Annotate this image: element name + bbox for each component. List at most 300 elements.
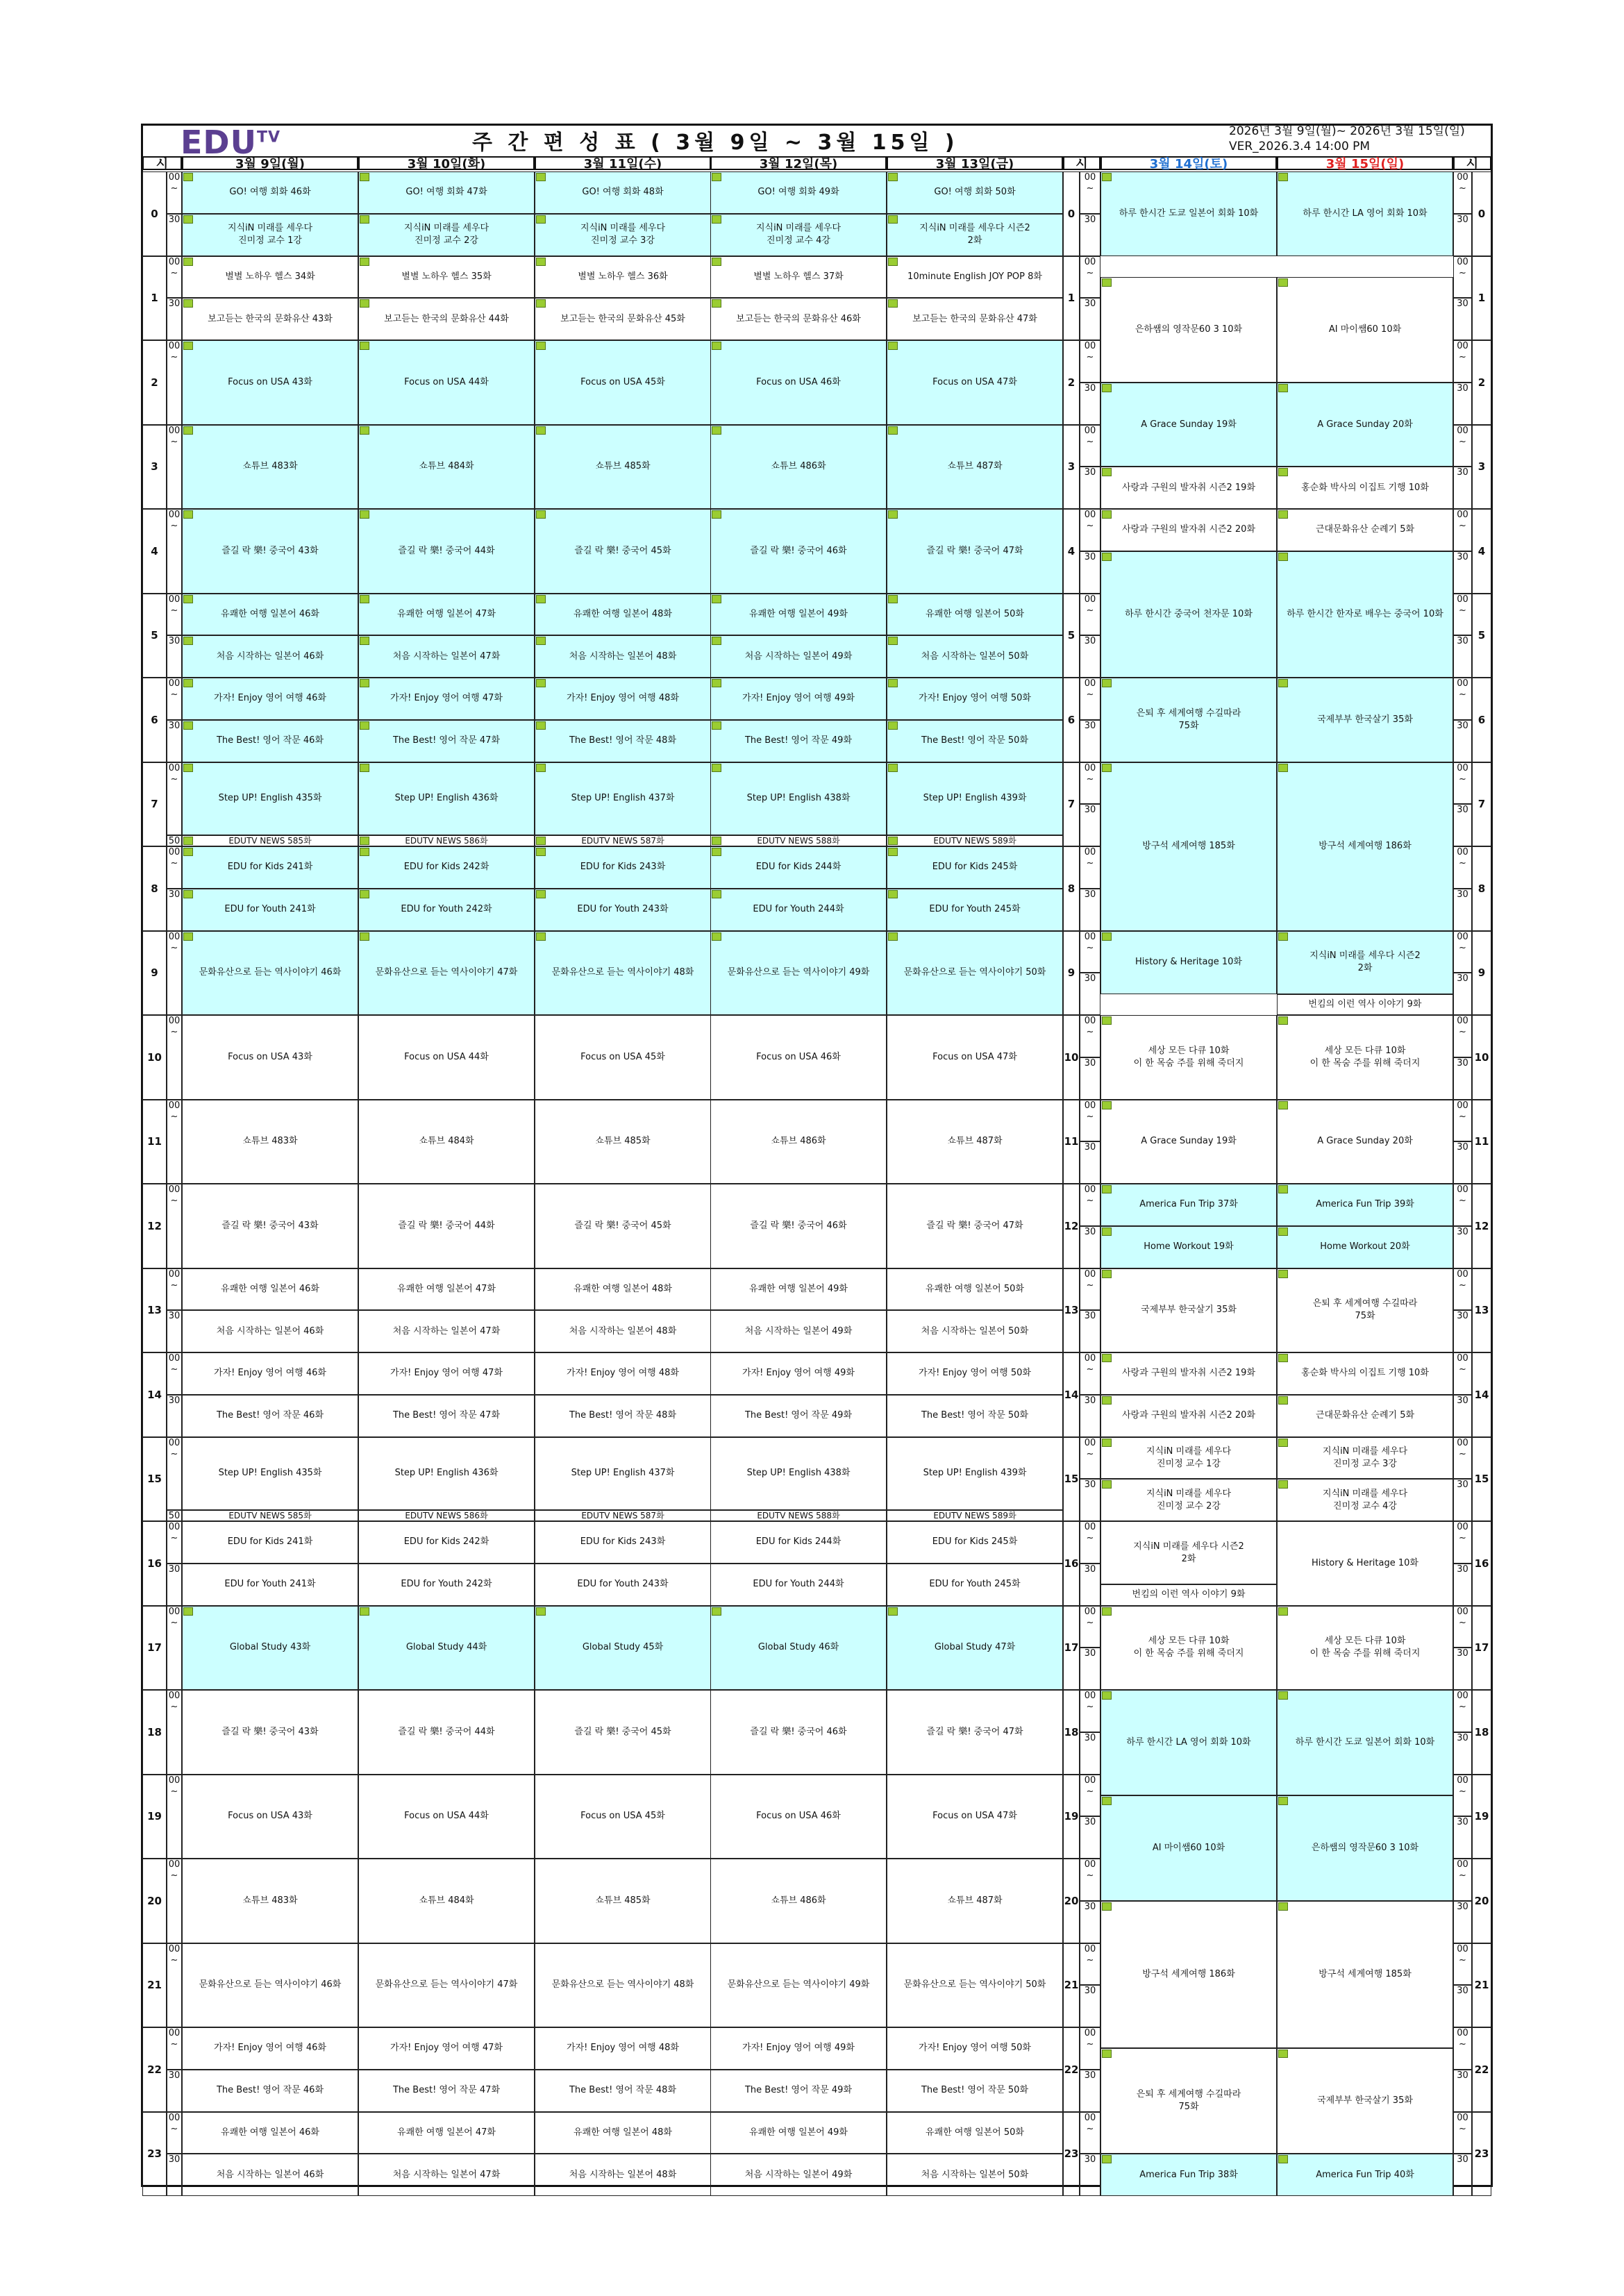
- program-cell[interactable]: The Best! 영어 작문 49화: [710, 1395, 887, 1437]
- hour-label-right-1: 1: [1472, 256, 1491, 341]
- program-cell[interactable]: Focus on USA 46화: [710, 1015, 887, 1100]
- program-cell[interactable]: 문화유산으로 듣는 역사이야기 46화: [182, 1943, 358, 2028]
- program-cell[interactable]: 쇼튜브 486화: [710, 425, 887, 510]
- edutv-logo: $EDU^{TV}$: [181, 124, 281, 161]
- program-cell[interactable]: 쇼튜브 484화: [358, 1100, 535, 1184]
- program-cell[interactable]: EDU for Kids 241화: [182, 846, 358, 889]
- program-cell[interactable]: 처음 시작하는 일본어 48화: [535, 635, 711, 678]
- hour-label-mid-7: 7: [1063, 762, 1080, 847]
- program-cell[interactable]: 처음 시작하는 일본어 46화: [182, 2154, 358, 2196]
- program-cell[interactable]: 문화유산으로 듣는 역사이야기 50화: [887, 1943, 1063, 2028]
- sun-program-cell[interactable]: A Grace Sunday 20화: [1277, 1100, 1453, 1184]
- sat-program-cell[interactable]: 하루 한시간 중국어 천자문 10화: [1100, 551, 1277, 678]
- sun-program-cell[interactable]: 지식iN 미래를 세우다 진미정 교수 3강: [1277, 1437, 1453, 1480]
- sat-program-cell[interactable]: 은하쌤의 영작문60 3 10화: [1100, 277, 1277, 383]
- sat-program-cell[interactable]: 은퇴 후 세계여행 수길따라 75화: [1100, 678, 1277, 762]
- program-cell[interactable]: The Best! 영어 작문 47화: [358, 720, 535, 762]
- program-cell[interactable]: EDU for Youth 244화: [710, 889, 887, 931]
- program-cell[interactable]: GO! 여행 회화 46화: [182, 171, 358, 214]
- sat-program-cell[interactable]: 하루 한시간 도쿄 일본어 회화 10화: [1100, 171, 1277, 256]
- program-cell[interactable]: Global Study 43화: [182, 1606, 358, 1691]
- program-cell[interactable]: 처음 시작하는 일본어 47화: [358, 1310, 535, 1352]
- program-cell[interactable]: 유쾌한 여행 일본어 47화: [358, 1268, 535, 1311]
- hour-label-10: 10: [142, 1015, 167, 1100]
- program-cell[interactable]: 유쾌한 여행 일본어 48화: [535, 1268, 711, 1311]
- program-cell[interactable]: GO! 여행 회화 48화: [535, 171, 711, 214]
- sat-program-cell[interactable]: 하루 한시간 LA 영어 회화 10화: [1100, 1690, 1277, 1795]
- hour-label-15: 15: [142, 1437, 167, 1522]
- program-cell[interactable]: 처음 시작하는 일본어 46화: [182, 635, 358, 678]
- program-cell[interactable]: 문화유산으로 듣는 역사이야기 49화: [710, 931, 887, 1016]
- program-cell[interactable]: EDUTV NEWS 585화: [182, 835, 358, 846]
- sat-program-cell[interactable]: A Grace Sunday 19화: [1100, 1100, 1277, 1184]
- sun-program-cell[interactable]: 방구석 세계여행 186화: [1277, 762, 1453, 931]
- program-cell[interactable]: 가자! Enjoy 영어 여행 50화: [887, 2027, 1063, 2070]
- sun-program-cell[interactable]: 은하쌤의 영작문60 3 10화: [1277, 1795, 1453, 1901]
- program-cell[interactable]: 가자! Enjoy 영어 여행 46화: [182, 2027, 358, 2070]
- program-cell[interactable]: Focus on USA 43화: [182, 1015, 358, 1100]
- sat-program-cell[interactable]: 사랑과 구원의 발자취 시즌2 20화: [1100, 1395, 1277, 1437]
- green-flag-icon: [888, 173, 898, 181]
- program-cell[interactable]: EDU for Kids 244화: [710, 1521, 887, 1564]
- program-cell[interactable]: 쇼튜브 483화: [182, 1100, 358, 1184]
- program-cell[interactable]: 처음 시작하는 일본어 50화: [887, 1310, 1063, 1352]
- program-cell[interactable]: 가자! Enjoy 영어 여행 49화: [710, 1352, 887, 1395]
- program-cell[interactable]: Step UP! English 438화: [710, 762, 887, 836]
- program-cell[interactable]: 보고듣는 한국의 문화유산 44화: [358, 298, 535, 340]
- hour-label-right-22: 22: [1472, 2027, 1491, 2112]
- program-cell[interactable]: 별별 노하우 헬스 34화: [182, 256, 358, 299]
- program-cell[interactable]: 처음 시작하는 일본어 50화: [887, 635, 1063, 678]
- sun-program-cell[interactable]: 하루 한시간 도쿄 일본어 회화 10화: [1277, 1690, 1453, 1795]
- hour-label-17: 17: [142, 1606, 167, 1691]
- program-cell[interactable]: The Best! 영어 작문 47화: [358, 2070, 535, 2112]
- green-flag-icon: [360, 1607, 369, 1616]
- program-cell[interactable]: 문화유산으로 듣는 역사이야기 46화: [182, 931, 358, 1016]
- program-cell[interactable]: 쇼튜브 483화: [182, 425, 358, 510]
- minute-mark: 00 ~: [1080, 762, 1100, 805]
- program-cell[interactable]: GO! 여행 회화 47화: [358, 171, 535, 214]
- program-cell[interactable]: 처음 시작하는 일본어 49화: [710, 2154, 887, 2196]
- sat-program-cell[interactable]: 세상 모든 다큐 10화 이 한 목숨 주를 위해 죽더지: [1100, 1015, 1277, 1100]
- sat-program-cell[interactable]: 은퇴 후 세계여행 수길따라 75화: [1100, 2048, 1277, 2154]
- program-cell[interactable]: EDUTV NEWS 585화: [182, 1510, 358, 1521]
- sun-program-cell[interactable]: 홍순화 박사의 이집트 기행 10화: [1277, 467, 1453, 509]
- program-cell[interactable]: 가자! Enjoy 영어 여행 50화: [887, 678, 1063, 720]
- minute-mark: 30: [167, 635, 182, 678]
- program-cell[interactable]: The Best! 영어 작문 48화: [535, 1395, 711, 1437]
- program-cell[interactable]: Global Study 47화: [887, 1606, 1063, 1691]
- minute-mark: 00 ~: [167, 678, 182, 720]
- program-cell[interactable]: 가자! Enjoy 영어 여행 47화: [358, 2027, 535, 2070]
- minute-mark: 00 ~: [1453, 1015, 1472, 1057]
- minute-mark: 00 ~: [1453, 931, 1472, 973]
- sat-program-cell[interactable]: 지식iN 미래를 세우다 진미정 교수 1강: [1100, 1437, 1277, 1480]
- program-cell[interactable]: The Best! 영어 작문 46화: [182, 1395, 358, 1437]
- sat-program-cell[interactable]: 지식iN 미래를 세우다 진미정 교수 2강: [1100, 1479, 1277, 1521]
- minute-mark: 30: [1453, 1816, 1472, 1859]
- program-cell[interactable]: 즐길 락 樂! 중국어 44화: [358, 1184, 535, 1268]
- program-cell[interactable]: EDU for Youth 241화: [182, 1564, 358, 1606]
- green-flag-icon: [536, 215, 546, 224]
- sat-program-cell[interactable]: 지식iN 미래를 세우다 시즌2 2화: [1100, 1521, 1277, 1584]
- program-cell[interactable]: 지식iN 미래를 세우다 진미정 교수 3강: [535, 214, 711, 256]
- green-flag-icon: [712, 764, 721, 772]
- green-flag-icon: [536, 637, 546, 645]
- program-cell[interactable]: EDU for Kids 245화: [887, 846, 1063, 889]
- program-cell[interactable]: 가자! Enjoy 영어 여행 50화: [887, 1352, 1063, 1395]
- program-cell[interactable]: The Best! 영어 작문 46화: [182, 2070, 358, 2112]
- sun-program-cell[interactable]: 근대문화유산 순례기 5화: [1277, 1395, 1453, 1437]
- sat-program-cell[interactable]: 방구석 세계여행 185화: [1100, 762, 1277, 931]
- green-flag-icon: [536, 764, 546, 772]
- program-cell[interactable]: EDU for Kids 241화: [182, 1521, 358, 1564]
- sun-program-cell[interactable]: America Fun Trip 39화: [1277, 1184, 1453, 1226]
- program-cell[interactable]: 쇼튜브 483화: [182, 1859, 358, 1943]
- program-cell[interactable]: EDU for Kids 243화: [535, 846, 711, 889]
- program-cell[interactable]: EDUTV NEWS 588화: [710, 1510, 887, 1521]
- sat-program-cell[interactable]: 사랑과 구원의 발자취 시즌2 20화: [1100, 509, 1277, 551]
- program-cell[interactable]: Step UP! English 438화: [710, 1437, 887, 1511]
- program-cell[interactable]: 유쾌한 여행 일본어 48화: [535, 2112, 711, 2154]
- green-flag-icon: [1102, 1270, 1112, 1278]
- program-cell[interactable]: 유쾌한 여행 일본어 50화: [887, 594, 1063, 636]
- page-title: 주 간 편 성 표 ( 3월 9일 ~ 3월 15일 ): [472, 131, 959, 155]
- sun-program-cell[interactable]: 은퇴 후 세계여행 수길따라 75화: [1277, 1268, 1453, 1353]
- program-cell[interactable]: Focus on USA 44화: [358, 1775, 535, 1859]
- green-flag-icon: [712, 890, 721, 898]
- program-cell[interactable]: 쇼튜브 485화: [535, 1100, 711, 1184]
- program-cell[interactable]: 문화유산으로 듣는 역사이야기 50화: [887, 931, 1063, 1016]
- program-cell[interactable]: Step UP! English 437화: [535, 1437, 711, 1511]
- green-flag-icon: [888, 890, 898, 898]
- program-cell[interactable]: The Best! 영어 작문 49화: [710, 2070, 887, 2112]
- program-cell[interactable]: 보고듣는 한국의 문화유산 46화: [710, 298, 887, 340]
- green-flag-icon: [888, 299, 898, 308]
- program-cell[interactable]: 쇼튜브 487화: [887, 1859, 1063, 1943]
- green-flag-icon: [888, 510, 898, 519]
- program-cell[interactable]: Step UP! English 435화: [182, 762, 358, 836]
- program-cell[interactable]: EDU for Youth 241화: [182, 889, 358, 931]
- green-flag-icon: [360, 215, 369, 224]
- program-cell[interactable]: 처음 시작하는 일본어 46화: [182, 1310, 358, 1352]
- program-cell[interactable]: EDUTV NEWS 589화: [887, 1510, 1063, 1521]
- program-cell[interactable]: 지식iN 미래를 세우다 진미정 교수 4강: [710, 214, 887, 256]
- program-cell[interactable]: 10minute English JOY POP 8화: [887, 256, 1063, 299]
- program-cell[interactable]: Step UP! English 436화: [358, 1437, 535, 1511]
- green-flag-icon: [536, 299, 546, 308]
- minute-mark: 30: [1453, 2070, 1472, 2112]
- program-cell[interactable]: 문화유산으로 듣는 역사이야기 47화: [358, 931, 535, 1016]
- program-cell[interactable]: Global Study 45화: [535, 1606, 711, 1691]
- program-cell[interactable]: 유쾌한 여행 일본어 47화: [358, 594, 535, 636]
- green-flag-icon: [183, 595, 193, 603]
- program-cell[interactable]: Global Study 46화: [710, 1606, 887, 1691]
- minute-mark: 00 ~: [167, 1437, 182, 1511]
- minute-mark: 00 ~: [1080, 171, 1100, 214]
- program-cell[interactable]: 유쾌한 여행 일본어 50화: [887, 2112, 1063, 2154]
- program-cell[interactable]: 지식iN 미래를 세우다 진미정 교수 2강: [358, 214, 535, 256]
- green-flag-icon: [360, 173, 369, 181]
- program-cell[interactable]: 즐길 락 樂! 중국어 43화: [182, 1690, 358, 1775]
- hour-label-19: 19: [142, 1775, 167, 1859]
- program-cell[interactable]: EDU for Youth 244화: [710, 1564, 887, 1606]
- program-cell[interactable]: 즐길 락 樂! 중국어 43화: [182, 509, 358, 594]
- program-cell[interactable]: 가자! Enjoy 영어 여행 48화: [535, 1352, 711, 1395]
- sat-program-cell[interactable]: 국제부부 한국살기 35화: [1100, 1268, 1277, 1353]
- program-cell[interactable]: 문화유산으로 듣는 역사이야기 49화: [710, 1943, 887, 2028]
- program-cell[interactable]: 문화유산으로 듣는 역사이야기 48화: [535, 1943, 711, 2028]
- program-cell[interactable]: Focus on USA 45화: [535, 340, 711, 425]
- green-flag-icon: [1278, 1185, 1288, 1193]
- minute-mark: 00 ~: [1453, 1606, 1472, 1648]
- program-cell[interactable]: 쇼튜브 487화: [887, 1100, 1063, 1184]
- sat-program-cell[interactable]: 사랑과 구원의 발자취 시즌2 19화: [1100, 1352, 1277, 1395]
- green-flag-icon: [888, 837, 898, 845]
- minute-mark: 30: [1080, 214, 1100, 256]
- program-cell[interactable]: 쇼튜브 486화: [710, 1859, 887, 1943]
- version-text: VER_2026.3.4 14:00 PM: [1229, 140, 1371, 153]
- program-cell[interactable]: 지식iN 미래를 세우다 진미정 교수 1강: [182, 214, 358, 256]
- program-cell[interactable]: 처음 시작하는 일본어 47화: [358, 635, 535, 678]
- sun-program-cell[interactable]: 하루 한시간 LA 영어 회화 10화: [1277, 171, 1453, 256]
- sat-program-cell[interactable]: AI 마이쌤60 10화: [1100, 1795, 1277, 1901]
- program-cell[interactable]: 쇼튜브 487화: [887, 425, 1063, 510]
- program-cell[interactable]: 유쾌한 여행 일본어 48화: [535, 594, 711, 636]
- program-cell[interactable]: 즐길 락 樂! 중국어 43화: [182, 1184, 358, 1268]
- sat-program-cell[interactable]: Home Workout 19화: [1100, 1226, 1277, 1268]
- green-flag-icon: [1102, 1797, 1112, 1805]
- program-cell[interactable]: Focus on USA 44화: [358, 340, 535, 425]
- sun-program-cell[interactable]: 방구석 세계여행 185화: [1277, 1901, 1453, 2049]
- program-cell[interactable]: 보고듣는 한국의 문화유산 47화: [887, 298, 1063, 340]
- program-cell[interactable]: 즐길 락 樂! 중국어 44화: [358, 1690, 535, 1775]
- program-cell[interactable]: 즐길 락 樂! 중국어 47화: [887, 1184, 1063, 1268]
- program-cell[interactable]: EDU for Youth 245화: [887, 1564, 1063, 1606]
- program-cell[interactable]: EDU for Kids 242화: [358, 1521, 535, 1564]
- green-flag-icon: [888, 721, 898, 730]
- program-cell[interactable]: EDU for Youth 242화: [358, 1564, 535, 1606]
- program-cell[interactable]: The Best! 영어 작문 50화: [887, 1395, 1063, 1437]
- program-cell[interactable]: Focus on USA 47화: [887, 340, 1063, 425]
- program-cell[interactable]: Focus on USA 45화: [535, 1775, 711, 1859]
- program-cell[interactable]: 처음 시작하는 일본어 49화: [710, 635, 887, 678]
- program-cell[interactable]: EDU for Kids 243화: [535, 1521, 711, 1564]
- program-cell[interactable]: EDU for Kids 245화: [887, 1521, 1063, 1564]
- minute-mark: 30: [1453, 973, 1472, 1015]
- program-cell[interactable]: 가자! Enjoy 영어 여행 46화: [182, 1352, 358, 1395]
- program-cell[interactable]: 즐길 락 樂! 중국어 46화: [710, 509, 887, 594]
- program-cell[interactable]: 가자! Enjoy 영어 여행 47화: [358, 678, 535, 720]
- program-cell[interactable]: 처음 시작하는 일본어 48화: [535, 2154, 711, 2196]
- program-cell[interactable]: Step UP! English 439화: [887, 762, 1063, 836]
- program-cell[interactable]: Step UP! English 435화: [182, 1437, 358, 1511]
- program-cell[interactable]: Focus on USA 43화: [182, 340, 358, 425]
- program-cell[interactable]: 문화유산으로 듣는 역사이야기 47화: [358, 1943, 535, 2028]
- minute-mark: 00 ~: [1080, 1437, 1100, 1480]
- program-cell[interactable]: 유쾌한 여행 일본어 46화: [182, 2112, 358, 2154]
- hour-label-20: 20: [142, 1859, 167, 1943]
- green-flag-icon: [1102, 384, 1112, 392]
- program-cell[interactable]: 가자! Enjoy 영어 여행 49화: [710, 678, 887, 720]
- program-cell[interactable]: 즐길 락 樂! 중국어 45화: [535, 1184, 711, 1268]
- program-cell[interactable]: 쇼튜브 485화: [535, 425, 711, 510]
- sun-program-cell[interactable]: 지식iN 미래를 세우다 시즌2 2화: [1277, 931, 1453, 994]
- sun-program-cell[interactable]: America Fun Trip 40화: [1277, 2154, 1453, 2196]
- program-cell[interactable]: EDU for Youth 243화: [535, 889, 711, 931]
- program-cell[interactable]: Step UP! English 439화: [887, 1437, 1063, 1511]
- sun-program-cell[interactable]: 지식iN 미래를 세우다 진미정 교수 4강: [1277, 1479, 1453, 1521]
- program-cell[interactable]: EDUTV NEWS 588화: [710, 835, 887, 846]
- program-cell[interactable]: 지식iN 미래를 세우다 시즌2 2화: [887, 214, 1063, 256]
- program-cell[interactable]: 즐길 락 樂! 중국어 47화: [887, 1690, 1063, 1775]
- minute-mark: 00 ~: [1080, 1606, 1100, 1648]
- program-cell[interactable]: 유쾌한 여행 일본어 46화: [182, 594, 358, 636]
- green-flag-icon: [1102, 510, 1112, 519]
- green-flag-icon: [712, 1607, 721, 1616]
- green-flag-icon: [712, 510, 721, 519]
- program-cell[interactable]: Focus on USA 45화: [535, 1015, 711, 1100]
- sun-program-cell[interactable]: 홍순화 박사의 이집트 기행 10화: [1277, 1352, 1453, 1395]
- program-cell[interactable]: 가자! Enjoy 영어 여행 47화: [358, 1352, 535, 1395]
- program-cell[interactable]: 유쾌한 여행 일본어 49화: [710, 2112, 887, 2154]
- hour-label-mid-8: 8: [1063, 846, 1080, 931]
- program-cell[interactable]: EDUTV NEWS 587화: [535, 835, 711, 846]
- program-cell[interactable]: 유쾌한 여행 일본어 46화: [182, 1268, 358, 1311]
- minute-mark: 00 ~: [167, 509, 182, 594]
- minute-mark: 00 ~: [1080, 2027, 1100, 2070]
- sat-program-cell[interactable]: 방구석 세계여행 186화: [1100, 1901, 1277, 2049]
- program-cell[interactable]: 별별 노하우 헬스 37화: [710, 256, 887, 299]
- program-cell[interactable]: The Best! 영어 작문 49화: [710, 720, 887, 762]
- program-cell[interactable]: EDU for Youth 243화: [535, 1564, 711, 1606]
- program-cell[interactable]: 가자! Enjoy 영어 여행 48화: [535, 2027, 711, 2070]
- program-cell[interactable]: EDUTV NEWS 586화: [358, 1510, 535, 1521]
- hour-label-right-3: 3: [1472, 425, 1491, 510]
- program-cell[interactable]: 별별 노하우 헬스 35화: [358, 256, 535, 299]
- green-flag-icon: [712, 637, 721, 645]
- sun-program-cell[interactable]: 하루 한시간 한자로 배우는 중국어 10화: [1277, 551, 1453, 678]
- sat-program-cell[interactable]: A Grace Sunday 19화: [1100, 383, 1277, 467]
- green-flag-icon: [1278, 1902, 1288, 1911]
- program-cell[interactable]: Focus on USA 47화: [887, 1775, 1063, 1859]
- program-cell[interactable]: The Best! 영어 작문 50화: [887, 720, 1063, 762]
- program-cell[interactable]: Focus on USA 47화: [887, 1015, 1063, 1100]
- minute-mark: 00 ~: [167, 1775, 182, 1859]
- sat-program-cell[interactable]: America Fun Trip 38화: [1100, 2154, 1277, 2196]
- sun-program-cell[interactable]: 번킴의 이런 역사 이야기 9화: [1277, 994, 1453, 1015]
- program-cell[interactable]: EDU for Youth 242화: [358, 889, 535, 931]
- program-cell[interactable]: EDUTV NEWS 586화: [358, 835, 535, 846]
- sun-program-cell[interactable]: History & Heritage 10화: [1277, 1521, 1453, 1606]
- sun-program-cell[interactable]: AI 마이쌤60 10화: [1277, 277, 1453, 383]
- program-cell[interactable]: Focus on USA 46화: [710, 340, 887, 425]
- program-cell[interactable]: Step UP! English 437화: [535, 762, 711, 836]
- green-flag-icon: [712, 173, 721, 181]
- program-cell[interactable]: 문화유산으로 듣는 역사이야기 48화: [535, 931, 711, 1016]
- program-cell[interactable]: EDUTV NEWS 587화: [535, 1510, 711, 1521]
- program-cell[interactable]: 즐길 락 樂! 중국어 46화: [710, 1184, 887, 1268]
- sat-program-cell[interactable]: America Fun Trip 37화: [1100, 1184, 1277, 1226]
- minute-mark: 00 ~: [1080, 1352, 1100, 1395]
- program-cell[interactable]: The Best! 영어 작문 50화: [887, 2070, 1063, 2112]
- program-cell[interactable]: 즐길 락 樂! 중국어 45화: [535, 1690, 711, 1775]
- program-cell[interactable]: 쇼튜브 486화: [710, 1100, 887, 1184]
- program-cell[interactable]: EDU for Kids 244화: [710, 846, 887, 889]
- program-cell[interactable]: 가자! Enjoy 영어 여행 46화: [182, 678, 358, 720]
- program-cell[interactable]: EDU for Youth 245화: [887, 889, 1063, 931]
- program-cell[interactable]: 별별 노하우 헬스 36화: [535, 256, 711, 299]
- sun-program-cell[interactable]: 세상 모든 다큐 10화 이 한 목숨 주를 위해 죽더지: [1277, 1606, 1453, 1691]
- program-cell[interactable]: 가자! Enjoy 영어 여행 49화: [710, 2027, 887, 2070]
- program-cell[interactable]: 유쾌한 여행 일본어 49화: [710, 1268, 887, 1311]
- program-cell[interactable]: 보고듣는 한국의 문화유산 45화: [535, 298, 711, 340]
- program-cell[interactable]: 즐길 락 樂! 중국어 47화: [887, 509, 1063, 594]
- sun-program-cell[interactable]: 세상 모든 다큐 10화 이 한 목숨 주를 위해 죽더지: [1277, 1015, 1453, 1100]
- program-cell[interactable]: 즐길 락 樂! 중국어 44화: [358, 509, 535, 594]
- sun-program-cell[interactable]: Home Workout 20화: [1277, 1226, 1453, 1268]
- program-cell[interactable]: The Best! 영어 작문 47화: [358, 1395, 535, 1437]
- program-cell[interactable]: Step UP! English 436화: [358, 762, 535, 836]
- hour-label-12: 12: [142, 1184, 167, 1268]
- green-flag-icon: [712, 721, 721, 730]
- minute-mark: 00 ~: [1080, 1521, 1100, 1564]
- program-cell[interactable]: EDU for Kids 242화: [358, 846, 535, 889]
- program-cell[interactable]: Focus on USA 46화: [710, 1775, 887, 1859]
- minute-mark: 30: [167, 2154, 182, 2196]
- program-cell[interactable]: EDUTV NEWS 589화: [887, 835, 1063, 846]
- hour-label-18: 18: [142, 1690, 167, 1775]
- program-cell[interactable]: 쇼튜브 485화: [535, 1859, 711, 1943]
- program-cell[interactable]: 유쾌한 여행 일본어 49화: [710, 594, 887, 636]
- green-flag-icon: [1278, 1439, 1288, 1447]
- program-cell[interactable]: 가자! Enjoy 영어 여행 48화: [535, 678, 711, 720]
- program-cell[interactable]: 처음 시작하는 일본어 50화: [887, 2154, 1063, 2196]
- program-cell[interactable]: 쇼튜브 484화: [358, 1859, 535, 1943]
- program-cell[interactable]: The Best! 영어 작문 46화: [182, 720, 358, 762]
- green-flag-icon: [1102, 1607, 1112, 1616]
- program-cell[interactable]: The Best! 영어 작문 48화: [535, 720, 711, 762]
- program-cell[interactable]: 즐길 락 樂! 중국어 46화: [710, 1690, 887, 1775]
- program-cell[interactable]: The Best! 영어 작문 48화: [535, 2070, 711, 2112]
- program-cell[interactable]: Global Study 44화: [358, 1606, 535, 1691]
- minute-mark: 30: [167, 1564, 182, 1606]
- program-cell[interactable]: 처음 시작하는 일본어 49화: [710, 1310, 887, 1352]
- program-cell[interactable]: GO! 여행 회화 50화: [887, 171, 1063, 214]
- program-cell[interactable]: Focus on USA 44화: [358, 1015, 535, 1100]
- program-cell[interactable]: 유쾌한 여행 일본어 47화: [358, 2112, 535, 2154]
- minute-mark: 30: [1080, 804, 1100, 846]
- sat-program-cell[interactable]: 사랑과 구원의 발자취 시즌2 19화: [1100, 467, 1277, 509]
- sat-program-cell[interactable]: History & Heritage 10화: [1100, 931, 1277, 994]
- sat-program-cell[interactable]: 세상 모든 다큐 10화 이 한 목숨 주를 위해 죽더지: [1100, 1606, 1277, 1691]
- hour-label-mid-4: 4: [1063, 509, 1080, 594]
- sun-program-cell[interactable]: 근대문화유산 순례기 5화: [1277, 509, 1453, 551]
- program-cell[interactable]: 쇼튜브 484화: [358, 425, 535, 510]
- program-cell[interactable]: Focus on USA 43화: [182, 1775, 358, 1859]
- program-cell[interactable]: 처음 시작하는 일본어 47화: [358, 2154, 535, 2196]
- program-cell[interactable]: 즐길 락 樂! 중국어 45화: [535, 509, 711, 594]
- minute-mark: 00 ~: [1080, 678, 1100, 720]
- program-cell[interactable]: 처음 시작하는 일본어 48화: [535, 1310, 711, 1352]
- sun-program-cell[interactable]: 국제부부 한국살기 35화: [1277, 2048, 1453, 2154]
- program-cell[interactable]: 유쾌한 여행 일본어 50화: [887, 1268, 1063, 1311]
- sat-program-cell[interactable]: 번킴의 이런 역사 이야기 9화: [1100, 1584, 1277, 1605]
- sun-program-cell[interactable]: A Grace Sunday 20화: [1277, 383, 1453, 467]
- sun-program-cell[interactable]: 국제부부 한국살기 35화: [1277, 678, 1453, 762]
- program-cell[interactable]: 보고듣는 한국의 문화유산 43화: [182, 298, 358, 340]
- program-cell[interactable]: GO! 여행 회화 49화: [710, 171, 887, 214]
